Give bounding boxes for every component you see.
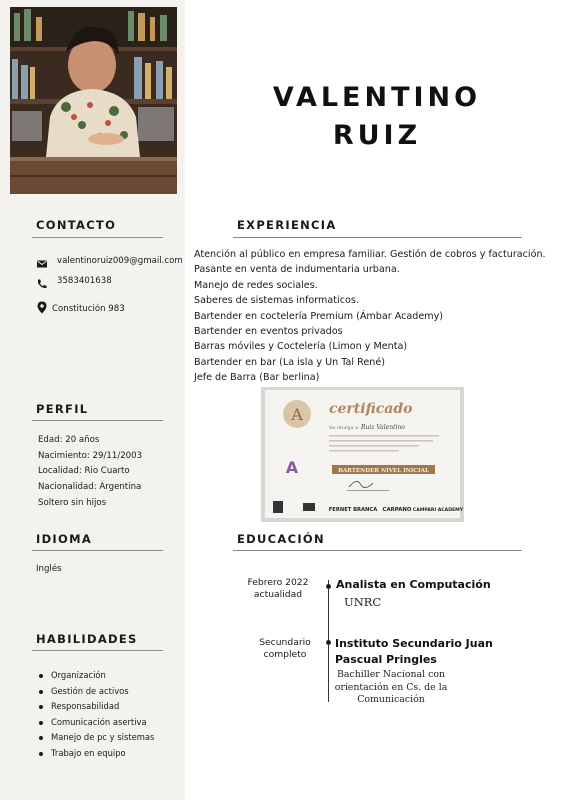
profile-birthdate: Nacimiento: 29/11/2003 [38,451,143,461]
experience-item: Barras móviles y Coctelería (Limon y Menta) [194,341,408,353]
certificate-course: BARTENDER NIVEL INICIAL [338,468,429,474]
skill-item: Gestión de activos [37,684,154,700]
experience-item: Manejo de redes sociales. [194,279,318,291]
certificate-recipient: Ruiz Valentino [361,424,405,431]
experience-list [194,247,546,386]
profile-marital-status: Soltero sin hijos [38,498,107,508]
skills-list [37,668,154,762]
skill-item: Organización [37,668,154,684]
experience-item: Pasante en venta de indumentaria urbana. [194,264,400,276]
contact-heading: CONTACTO [36,218,117,232]
skill-item: Responsabilidad [37,699,154,715]
experience-item: Atención al público en empresa familiar. Gestión de cobros y facturación. [194,249,546,260]
education-divider [233,550,522,551]
profile-age: Edad: 20 años [38,435,100,445]
education-heading: EDUCACIÓN [237,532,325,546]
profile-photo [10,7,177,194]
education-date: Febrero 2022 actualidad [247,577,309,600]
language-heading: IDIOMA [36,532,93,546]
experience-item: Bartender en bar (La isla y Un Tal René) [194,356,386,368]
name-first: VALENTINO [272,82,482,113]
sponsor-logo: CARPANO [382,507,412,513]
email-icon [36,255,48,267]
education-date: Secundario completo [259,637,311,660]
experience-item: Saberes de sistemas informaticos. [194,295,359,307]
sponsor-logo: CAMPARI ACADEMY [412,508,464,513]
skill-item: Trabajo en equipo [37,746,154,762]
skills-heading: HABILIDADES [36,632,138,646]
phone-number: 3583401638 [57,276,112,286]
skill-item: Manejo de pc y sistemas [37,730,154,746]
profile-nationality: Nacionalidad: Argentina [38,482,142,492]
name-last: RUIZ [332,120,422,151]
experience-divider [233,237,522,238]
svg-text:A: A [291,405,303,424]
experience-item: Bartender en eventos privados [194,326,343,338]
phone-icon [36,275,48,287]
svg-text:Se otorga a: Se otorga a [329,425,359,431]
timeline-dot [326,584,331,589]
skill-item: Comunicación asertiva [37,715,154,731]
education-title: Instituto Secundario Juan Pascual Pringles [335,637,493,666]
sponsor-logo: FERNET BRANCA [328,507,378,513]
experience-item: Jefe de Barra (Bar berlina) [194,372,320,384]
experience-item: Bartender en coctelería Premium (Ámbar Academy) [194,310,444,322]
contact-divider [32,237,163,238]
education-title: Analista en Computación [336,578,491,591]
language-divider [32,550,163,551]
certificate-heading: certificado [329,401,413,417]
email-link[interactable]: valentinoruiz009@gmail.com [57,256,183,266]
svg-text:A: A [285,458,299,477]
address: Constitución 983 [52,304,125,314]
profile-divider [32,420,163,421]
language-item: Inglés [36,564,62,574]
profile-locality: Localidad: Rio Cuarto [38,466,130,476]
profile-heading: PERFIL [36,402,89,416]
education-institution: UNRC [344,595,382,609]
education-description: Bachiller Nacional con orientación en Cs. de la Comunicación [334,669,448,706]
skills-divider [32,650,163,651]
location-pin-icon [36,299,48,311]
certificate-image [261,387,464,522]
experience-heading: EXPERIENCIA [237,218,337,232]
timeline-dot [326,640,331,645]
